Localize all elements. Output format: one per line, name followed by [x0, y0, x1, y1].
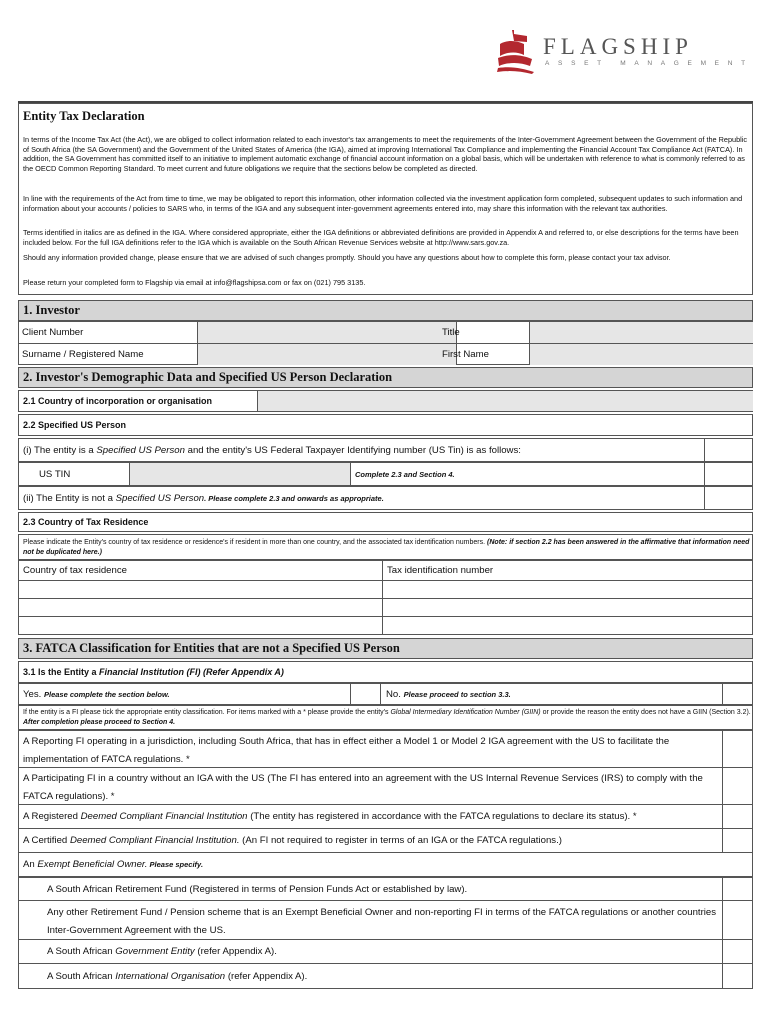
- exempt-option-text: A South African International Organisation (refer Appendix A).: [47, 971, 308, 982]
- residence-tin-input[interactable]: [383, 599, 752, 616]
- us-person-yes-text: (i) The entity is a Specified US Person and the entity's US Federal Taxpayer Identifying number (US Tin) is as follows:: [23, 445, 521, 456]
- intro-paragraph: Should any information provided change, please ensure that we are advised of such changes promptly. Should you have any questions about how to complete this form, please contact your tax advisor.: [23, 253, 671, 262]
- exempt-option-checkbox[interactable]: [722, 878, 752, 900]
- fi-note: If the entity is a FI please tick the appropriate entity classification. For items marked with a * please provide the entity's Global Intermediary Identification Number (GIIN) or provide the reason the entity does not have a GIIN (Section 3.2). After completion please proceed to Section 4.: [23, 709, 751, 726]
- exempt-option-text: A South African Government Entity (refer Appendix A).: [47, 946, 277, 957]
- investor-table: [18, 321, 753, 365]
- us-person-yes-row: [18, 438, 753, 462]
- fi-option-row: [18, 730, 753, 768]
- exempt-option-checkbox[interactable]: [722, 940, 752, 963]
- fi-option-text: A Participating FI in a country without an IGA with the US (The FI has entered into an agreement with the US Internal Revenue Services (IRS) to comply with the FATCA regulations). *: [23, 773, 703, 802]
- us-person-no-text: (ii) The Entity is not a Specified US Person. Please complete 2.3 and onwards as appropriate.: [23, 493, 384, 504]
- country-inc-input[interactable]: [257, 391, 753, 411]
- fi-option-checkbox[interactable]: [722, 731, 752, 767]
- brand-subtitle: ASSET MANAGEMENT: [545, 60, 754, 67]
- residence-tin-input[interactable]: [383, 617, 752, 634]
- residence-country-input[interactable]: [19, 617, 381, 634]
- fi-yes-label: Yes. Please complete the section below.: [23, 689, 170, 700]
- residence-col-country: Country of tax residence: [23, 565, 127, 576]
- surname-input[interactable]: [197, 344, 457, 365]
- fi-option-text: A Certified Deemed Compliant Financial Institution. (An FI not required to register in terms of an IGA or the FATCA regulations.): [23, 835, 562, 846]
- fi-note-box: [18, 705, 753, 730]
- page-title: Entity Tax Declaration: [23, 109, 145, 123]
- title-label: Title: [442, 327, 460, 338]
- exempt-option-text: A South African Retirement Fund (Registered in terms of Pension Funds Act or established by law).: [47, 884, 468, 895]
- tax-residence-label: 2.3 Country of Tax Residence: [23, 517, 149, 527]
- fi-option-text: An Exempt Beneficial Owner. Please specify.: [23, 859, 204, 870]
- fi-question-label: 3.1 Is the Entity a Financial Institution (FI) (Refer Appendix A): [23, 667, 284, 677]
- fi-option-row: [18, 804, 753, 829]
- residence-note: Please indicate the Entity's country of tax residence or residence's if resident in more than one country, and the associated tax identification numbers. (Note: if section 2.2 has been answered in the affirmative that information need not be duplicated here.): [23, 539, 750, 556]
- residence-table: [18, 560, 753, 635]
- exempt-option-row: [18, 900, 753, 940]
- residence-country-input[interactable]: [19, 581, 381, 598]
- us-tin-input[interactable]: [129, 463, 351, 485]
- fi-no-checkbox[interactable]: [722, 684, 752, 704]
- surname-label: Surname / Registered Name: [22, 349, 144, 360]
- specified-us-label: 2.2 Specified US Person: [23, 420, 127, 430]
- section-3-heading: 3. FATCA Classification for Entities that are not a Specified US Person: [18, 638, 753, 659]
- us-person-no-checkbox[interactable]: [704, 487, 752, 509]
- us-tin-label: US TIN: [39, 469, 71, 480]
- specified-us-row: [18, 414, 753, 436]
- intro-section: [18, 103, 753, 295]
- us-tin-row: [18, 462, 753, 486]
- residence-note-box: [18, 534, 753, 560]
- country-inc-row: [18, 390, 753, 412]
- fi-option-checkbox[interactable]: [722, 829, 752, 852]
- brand-name: FLAGSHIP: [543, 34, 693, 59]
- client-number-input[interactable]: [197, 322, 457, 343]
- fi-option-row: [18, 828, 753, 853]
- exempt-option-checkbox[interactable]: [722, 901, 752, 939]
- residence-tin-input[interactable]: [383, 581, 752, 598]
- client-number-label: Client Number: [22, 327, 84, 338]
- fi-option-row: [18, 852, 753, 877]
- fi-option-row: [18, 767, 753, 805]
- complete-note: Complete 2.3 and Section 4.: [355, 470, 455, 479]
- intro-paragraph: In terms of the Income Tax Act (the Act), we are obliged to collect information related to each investor's tax arrangements to meet the requirements of the Inter-Government Agreement between the Government of the Republic of South Africa (the SA Government) and the Government of the United States of America (the IGA), aimed at improving International Tax Compliance and implementing the Financial Account Tax Compliance Act (FATCA). In addition, the SA Government has committed itself to an initiative to implement automatic exchange of financial account information on a global basis, which will be undertaken with reference to what is commonly referred to as the OECD Common Reporting Standard. To meet current and future obligations we require that the sections below be completed as directed.: [23, 135, 748, 173]
- first-name-label: First Name: [442, 349, 489, 360]
- section-1-heading: 1. Investor: [18, 300, 753, 321]
- fi-option-checkbox[interactable]: [722, 768, 752, 804]
- us-person-no-row: [18, 486, 753, 510]
- country-inc-label: 2.1 Country of incorporation or organisation: [23, 396, 213, 406]
- exempt-option-row: [18, 939, 753, 964]
- fi-option-checkbox[interactable]: [722, 805, 752, 828]
- section-2-heading: 2. Investor's Demographic Data and Specified US Person Declaration: [18, 367, 753, 388]
- intro-paragraph: Terms identified in italics are as defined in the IGA. Where considered appropriate, either the IGA definitions or abbreviated definitions are provided in Appendix A and referred to, or else descriptions for the terms have been included below. For the full IGA definitions refer to the IGA which is available on the South African Revenue Services website at http://www.sars.gov.za.: [23, 228, 739, 247]
- fi-option-text: A Registered Deemed Compliant Financial Institution (The entity has registered in accordance with the FATCA regulations to declare its status). *: [23, 811, 637, 822]
- us-person-yes-checkbox[interactable]: [704, 439, 752, 461]
- intro-paragraph: In line with the requirements of the Act from time to time, we may be obligated to report this information, other information collected via the investment application form completed, subsequent updates to such information and information about your accounts / policies to SARS who, in terms of the IGA and any subsequent inter-government agreements entered into, may share this information with the relevant tax authorities.: [23, 194, 743, 213]
- exempt-option-row: [18, 963, 753, 989]
- fi-yes-checkbox[interactable]: [350, 684, 381, 704]
- intro-paragraph: Please return your completed form to Flagship via email at info@flagshipsa.com or fax on (021) 795 3135.: [23, 278, 366, 287]
- tax-residence-row: [18, 512, 753, 532]
- fi-option-text: A Reporting FI operating in a jurisdiction, including South Africa, that has in effect either a Model 1 or Model 2 IGA agreement with the US to facilitate the implementation of FATCA regulations. *: [23, 736, 670, 765]
- exempt-option-row: [18, 877, 753, 901]
- residence-country-input[interactable]: [19, 599, 381, 616]
- fi-question-row: [18, 661, 753, 683]
- fi-answer-row: [18, 683, 753, 705]
- exempt-option-text: Any other Retirement Fund / Pension scheme that is an Exempt Beneficial Owner and non-reporting FI in terms of the FATCA regulations or another countries Inter-Government Agreement with the US.: [47, 907, 717, 936]
- residence-col-tin: Tax identification number: [387, 565, 494, 576]
- title-input[interactable]: [529, 322, 753, 343]
- us-tin-checkbox[interactable]: [704, 463, 752, 485]
- ship-logo-icon: [494, 28, 536, 76]
- fi-no-label: No. Please proceed to section 3.3.: [386, 689, 511, 700]
- first-name-input[interactable]: [529, 344, 753, 365]
- exempt-option-checkbox[interactable]: [722, 964, 752, 988]
